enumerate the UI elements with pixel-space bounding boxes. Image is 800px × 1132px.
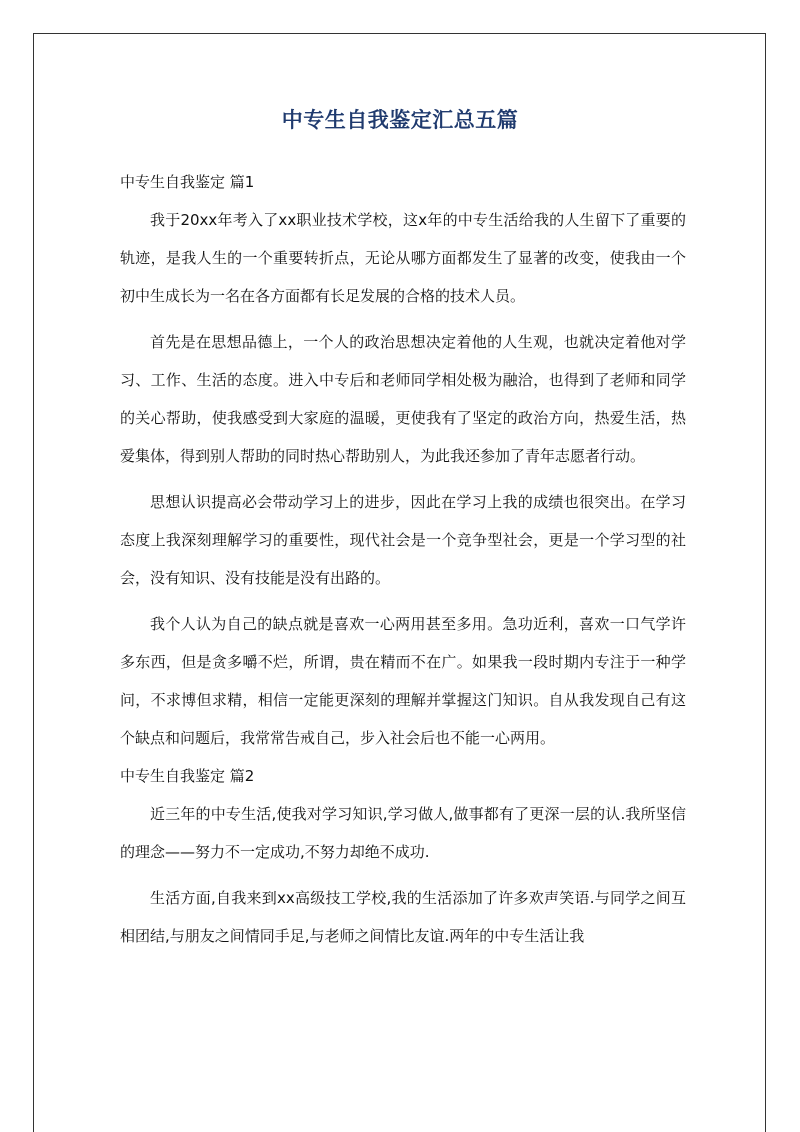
document-title: 中专生自我鉴定汇总五篇 — [281, 108, 519, 132]
section-2 — [120, 757, 686, 955]
section-heading: 中专生自我鉴定 篇2 — [120, 767, 255, 785]
paragraph: 首先是在思想品德上，一个人的政治思想决定着他的人生观，也就决定着他对学习、工作、生活的态度。进入中专后和老师同学相处极为融洽，也得到了老师和同学的关心帮助，使我感受到大家庭的温暖，更使我有了坚定的政治方向，热爱生活，热爱集体，得到别人帮助的同时热心帮助别人，为此我还参加了青年志愿者行动。 — [120, 333, 686, 465]
paragraph: 近三年的中专生活,使我对学习知识,学习做人,做事都有了更深一层的认.我所坚信的理念——努力不一定成功,不努力却绝不成功. — [120, 805, 686, 861]
section-1 — [120, 163, 686, 757]
section-heading: 中专生自我鉴定 篇1 — [120, 173, 255, 191]
document-body — [120, 163, 686, 955]
paragraph: 思想认识提高必会带动学习上的进步，因此在学习上我的成绩也很突出。在学习态度上我深刻理解学习的重要性，现代社会是一个竞争型社会，更是一个学习型的社会，没有知识、没有技能是没有出路的。 — [120, 493, 686, 587]
paragraph: 生活方面,自我来到xx高级技工学校,我的生活添加了许多欢声笑语.与同学之间互相团结,与朋友之间情同手足,与老师之间情比友谊.两年的中专生活让我 — [120, 889, 686, 945]
paragraph: 我个人认为自己的缺点就是喜欢一心两用甚至多用。急功近利，喜欢一口气学许多东西，但是贪多嚼不烂，所谓，贵在精而不在广。如果我一段时期内专注于一种学问，不求博但求精，相信一定能更深刻的理解并掌握这门知识。自从我发现自己有这个缺点和问题后，我常常告戒自己，步入社会后也不能一心两用。 — [120, 615, 686, 747]
paragraph: 我于20xx年考入了xx职业技术学校，这x年的中专生活给我的人生留下了重要的轨迹，是我人生的一个重要转折点，无论从哪方面都发生了显著的改变，使我由一个初中生成长为一名在各方面都有长足发展的合格的技术人员。 — [120, 211, 686, 305]
